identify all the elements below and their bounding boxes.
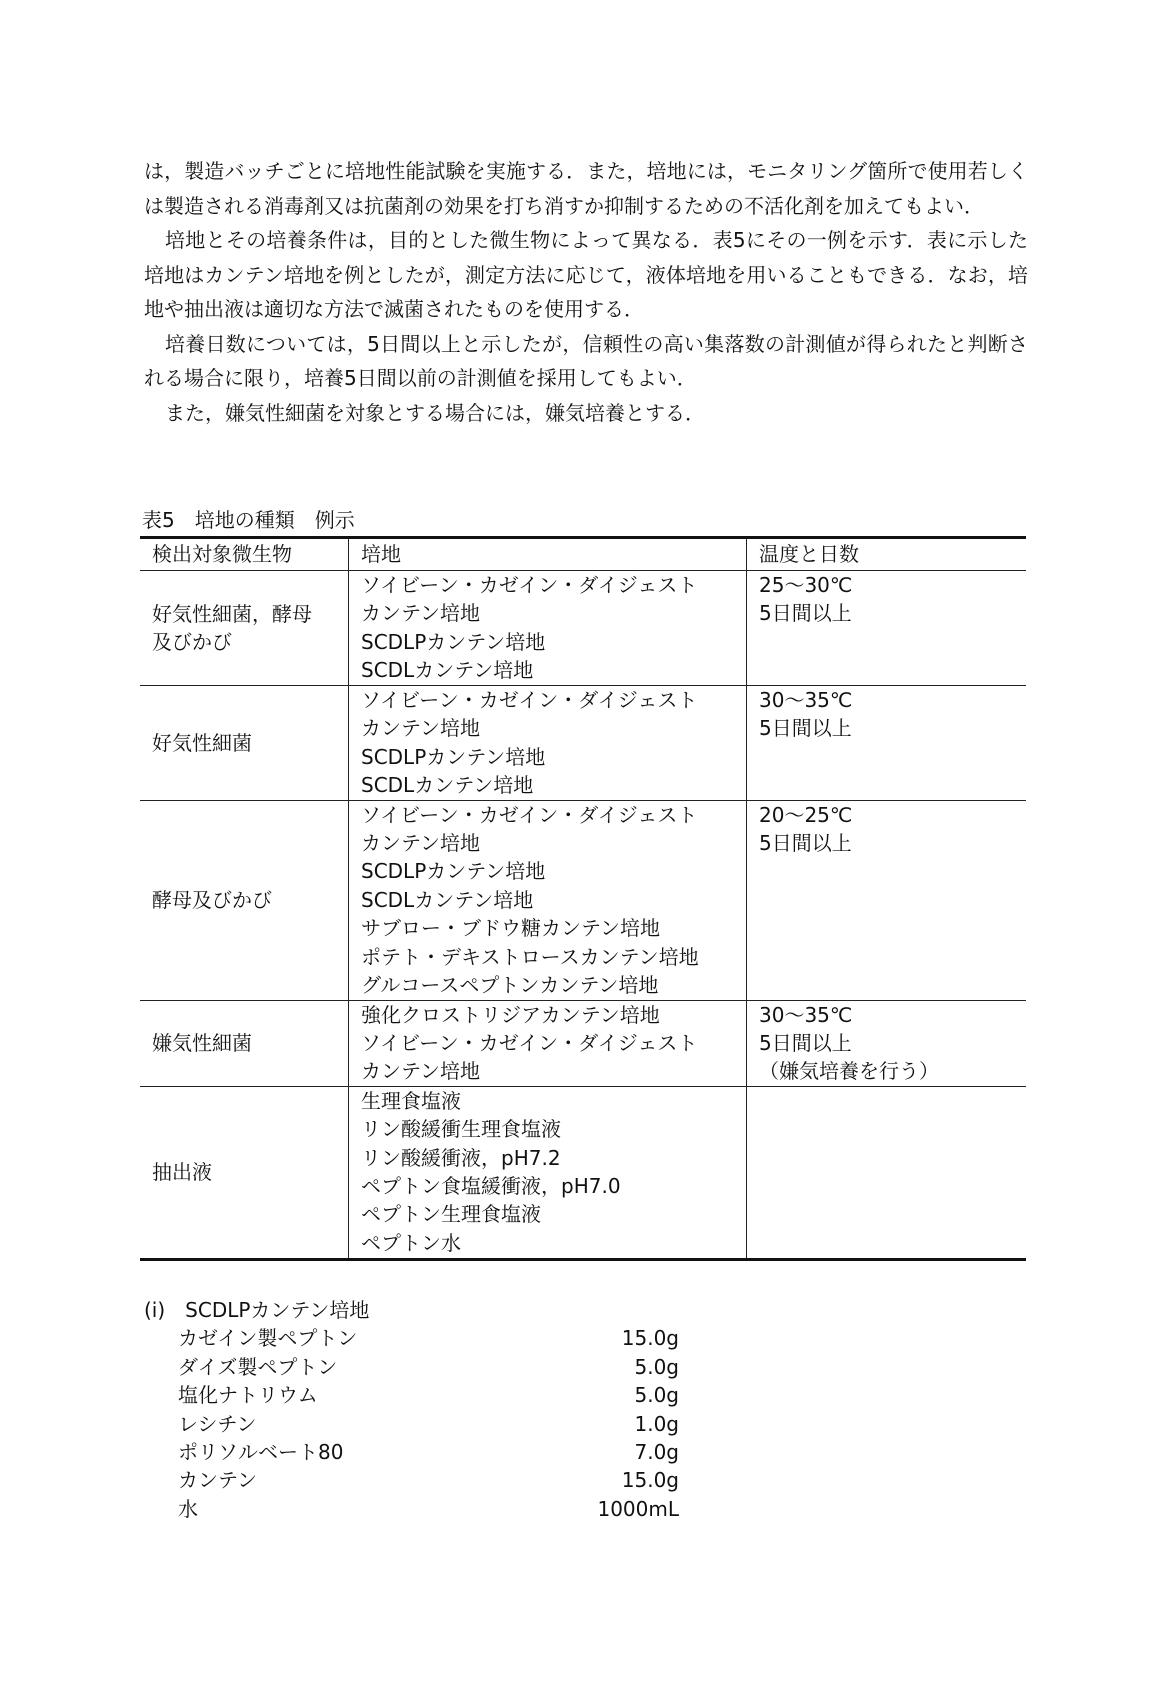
recipe-item [144,1381,679,1409]
conditions-line: （嫌気培養を行う） [759,1059,939,1084]
conditions-line: 5日間以上 [759,831,852,856]
media-line: カンテン培地 [361,601,480,626]
media-line: SCDLPカンテン培地 [361,859,546,884]
media-line: カンテン培地 [361,1059,480,1084]
ingredient-name: ポリソルベート80 [178,1440,344,1465]
ingredient-name: カンテン [178,1468,257,1493]
recipe-item [144,1324,679,1352]
paragraph: 培養日数については，5日間以上と示したが，信頼性の高い集落数の計測値が得られたと判断される場合に限り，培養5日間以前の計測値を採用してもよい． [144,331,1028,390]
ingredient-name: 水 [178,1496,198,1521]
target-cell [140,1086,349,1259]
recipe-item [144,1353,679,1381]
conditions-line: 20～25℃ [759,802,853,827]
media-line: SCDLカンテン培地 [361,887,534,912]
conditions-cell [747,800,1027,1000]
table-row [140,800,1026,1000]
target-cell [140,800,349,1000]
ingredient-name: レシチン [178,1411,257,1436]
paragraph: は，製造バッチごとに培地性能試験を実施する．また，培地には，モニタリング箇所で使用若しくは製造される消毒剤又は抗菌剤の効果を打ち消すか抑制するための不活化剤を加えてもよい． [144,159,1028,218]
ingredient-amount: 5.0g [634,1383,679,1408]
media-line: ペプトン食塩緩衝液，pH7.0 [361,1174,621,1199]
conditions-cell [747,1086,1027,1259]
media-line: ソイビーン・カゼイン・ダイジェスト [361,1031,698,1056]
media-line: カンテン培地 [361,831,480,856]
conditions-line: 5日間以上 [759,1031,852,1056]
target-line: 嫌気性細菌 [152,1031,252,1056]
media-table [140,536,1026,1261]
header-conditions: 温度と日数 [747,538,1027,571]
table-caption: 表5 培地の種類 例示 [142,508,355,532]
ingredient-amount: 5.0g [634,1354,679,1379]
table-row [140,571,1026,686]
media-line: 強化クロストリジアカンテン培地 [361,1002,660,1027]
recipe-item [144,1466,679,1494]
media-line: サブロー・ブドウ糖カンテン培地 [361,916,660,941]
recipe-item [144,1438,679,1466]
table-header-row [140,538,1026,571]
media-line: ソイビーン・カゼイン・ダイジェスト [361,802,698,827]
conditions-cell [747,1000,1027,1086]
media-cell [349,686,747,801]
target-line: 酵母及びかび [152,887,272,912]
conditions-cell [747,571,1027,686]
header-media: 培地 [349,538,747,571]
media-line: ペプトン生理食塩液 [361,1202,541,1227]
conditions-line: 5日間以上 [759,716,852,741]
media-cell [349,1000,747,1086]
media-cell [349,571,747,686]
ingredient-amount: 7.0g [634,1440,679,1465]
ingredient-amount: 15.0g [621,1326,679,1351]
media-line: ポテト・デキストロースカンテン培地 [361,944,699,969]
target-line: 抽出液 [152,1160,212,1185]
target-line: 好気性細菌，酵母 [152,601,312,626]
table-row [140,686,1026,801]
target-cell [140,686,349,801]
ingredient-amount: 1.0g [634,1411,679,1436]
body-text [144,154,1028,430]
target-line: 及びかび [152,630,232,654]
media-line: 生理食塩液 [361,1088,461,1113]
target-cell [140,571,349,686]
conditions-line: 5日間以上 [759,601,852,626]
media-line: リン酸緩衝液，pH7.2 [361,1145,561,1170]
table-row [140,1086,1026,1259]
ingredient-amount: 15.0g [621,1468,679,1493]
conditions-line: 30～35℃ [759,688,853,712]
media-cell [349,800,747,1000]
conditions-line: 30～35℃ [759,1002,853,1027]
media-line: SCDLPカンテン培地 [361,629,546,654]
recipe-item [144,1495,679,1523]
media-cell [349,1086,747,1259]
conditions-line: 25～30℃ [759,573,853,597]
media-line: SCDLカンテン培地 [361,658,534,683]
recipe-item [144,1410,679,1438]
header-target: 検出対象微生物 [140,538,349,571]
target-line: 好気性細菌 [152,730,252,755]
media-line: グルコースペプトンカンテン培地 [361,973,659,998]
paragraph: また，嫌気性細菌を対象とする場合には，嫌気培養とする． [165,400,705,425]
media-line: SCDLカンテン培地 [361,773,534,798]
media-line: ソイビーン・カゼイン・ダイジェスト [361,688,698,712]
paragraph: 培地とその培養条件は，目的とした微生物によって異なる．表5にその一例を示す．表に示した培地はカンテン培地を例としたが，測定方法に応じて，液体培地を用いることもできる．なお，培地や抽出液は適切な方法で滅菌されたものを使用する． [144,228,1028,321]
ingredient-name: ダイズ製ペプトン [178,1354,338,1379]
media-line: ペプトン水 [361,1230,461,1255]
media-line: SCDLPカンテン培地 [361,744,546,769]
ingredient-name: 塩化ナトリウム [178,1383,318,1408]
media-line: リン酸緩衝生理食塩液 [361,1117,561,1142]
ingredient-name: カゼイン製ペプトン [178,1326,358,1351]
conditions-cell [747,686,1027,801]
target-cell [140,1000,349,1086]
media-line: カンテン培地 [361,716,480,741]
recipe-title: (i) SCDLPカンテン培地 [144,1298,370,1322]
ingredient-amount: 1000mL [597,1496,679,1521]
media-line: ソイビーン・カゼイン・ダイジェスト [361,573,698,597]
recipe-section [144,1296,679,1523]
table-row [140,1000,1026,1086]
